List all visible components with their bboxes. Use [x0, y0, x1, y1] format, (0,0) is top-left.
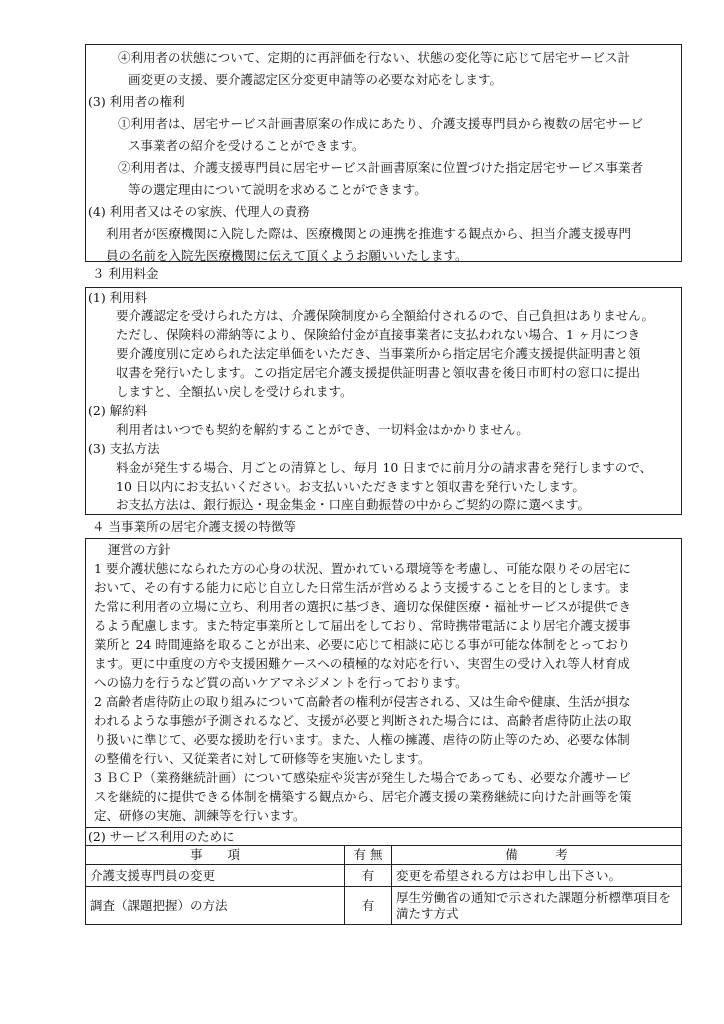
text-line: り扱いに準じて、必要な援助を行います。また、人権の擁護、虐待の防止等のため、必要な体制: [94, 732, 630, 747]
text-line: 利用者が医療機関に入院した際は、医療機関との連携を推進する観点から、担当介護支援専門: [106, 226, 632, 241]
header-availability: 有 無: [345, 846, 392, 865]
section-heading: ４ 当事業所の居宅介護支援の特徴等: [92, 519, 296, 534]
table-row: [86, 865, 682, 887]
text-line: 定、研修の実施、訓練等を行います。: [94, 808, 306, 823]
header-item: 事 項: [86, 846, 345, 865]
service-use-heading-box: [85, 827, 682, 846]
text-line: 等の選定理由について説明を求めることができます。: [128, 182, 427, 197]
text-line: しますと、全額払い戻しを受けられます。: [116, 384, 353, 399]
subsection-title: (1) 利用料: [88, 290, 148, 305]
subsection-title: 運営の方針: [108, 542, 171, 557]
text-line: るよう配慮します。また特定事業所として届出をしており、常時携帯電話により居宅介護支援事: [94, 618, 631, 633]
text-line: 員の名前を入院先医療機関に伝えて頂くようお願いいたします。: [106, 248, 468, 263]
text-line: スを継続的に提供できる体制を構築する観点から、居宅介護支援の業務継続に向けた計画等を策: [94, 789, 632, 804]
subsection-title: (4) 利用者又はその家族、代理人の責務: [88, 204, 310, 219]
text-line: 3 ＢＣＰ（業務継続計画）について感染症や災害が発生した場合であっても、必要な介護サービ: [94, 770, 631, 785]
text-line: おいて、その有する能力に応じ自立した日常生活が営めるよう支援することを目的とします。ま: [94, 580, 631, 595]
table-cell: 調査（課題把握）の方法: [86, 887, 345, 925]
table-cell: 厚生労働省の通知で示された課題分析標準項目を満たす方式: [392, 887, 682, 925]
service-table: [85, 845, 682, 925]
section-heading: ３ 利用料金: [92, 266, 159, 281]
table-header-row: [86, 846, 682, 865]
subsection-title: (3) 支払方法: [88, 441, 160, 456]
table-cell: 有: [345, 865, 392, 887]
text-line: ①利用者は、居宅サービス計画書原案の作成にあたり、介護支援専門員から複数の居宅サービ: [118, 116, 644, 131]
subsection-title: (2) 解約料: [88, 403, 148, 418]
text-line: 業所と 24 時間連絡を取ることが出来、必要に応じて相談に応じる事が可能な体制をとっており: [94, 637, 631, 652]
text-line: ス事業者の紹介を受けることができます。: [128, 138, 365, 153]
text-line: ます。更に中重度の方や支援困難ケースへの積極的な対応を行い、実習生の受け入れ等人材育成: [94, 656, 630, 671]
text-line: への協力を行うなど質の高いケアマネジメントを行っております。: [94, 675, 468, 690]
text-line: お支払方法は、銀行振込・現金集金・口座自動振替の中からご契約の際に選べます。: [116, 497, 591, 512]
subsection-title: (3) 利用者の権利: [88, 94, 185, 109]
subsection-title: (2) サービス利用のために: [88, 829, 235, 844]
text-line: 要介護度別に定められた法定単価をいただき、当事業所から指定居宅介護支援提供証明書と領: [116, 346, 641, 361]
text-line: の整備を行い、又従業者に対して研修等を実施いたします。: [94, 751, 431, 766]
text-line: 1 要介護状態になられた方の心身の状況、置かれている環境等を考慮し、可能な限りその居宅に: [94, 561, 631, 576]
user-rights-box: [85, 44, 682, 262]
policy-box: [85, 538, 682, 828]
text-line: 収書を発行いたします。この指定居宅介護支援提供証明書と領収書を後日市町村の窓口に提出: [116, 365, 641, 380]
text-line: 10 日以内にお支払いください。お支払いいただきますと領収書を発行いたします。: [116, 479, 585, 494]
text-line: ④利用者の状態について、定期的に再評価を行ない、状態の変化等に応じて居宅サービス計: [118, 50, 631, 65]
text-line: 要介護認定を受けられた方は、介護保険制度から全額給付されるので、自己負担はありません。: [116, 308, 655, 323]
text-line: 2 高齢者虐待防止の取り組みについて高齢者の権利が侵害される、又は生命や健康、生活が損な: [94, 694, 631, 709]
text-line: 利用者はいつでも契約を解約することができ、一切料金はかかりません。: [116, 422, 529, 437]
text-line: 料金が発生する場合、月ごとの清算とし、毎月 10 日までに前月分の請求書を発行しますので、: [116, 460, 653, 475]
header-remarks: 備 考: [392, 846, 682, 865]
text-line: ただし、保険料の滞納等により、保険給付金が直接事業者に支払われない場合、1 ヶ月につき: [116, 327, 641, 342]
text-line: ②利用者は、介護支援専門員に居宅サービス計画書原案に位置づけた指定居宅サービス事業者: [118, 160, 644, 175]
text-line: 画変更の支援、要介護認定区分変更申請等の必要な対応をします。: [128, 72, 503, 87]
table-row: [86, 887, 682, 925]
table-cell: 有: [345, 887, 392, 925]
table-cell: 変更を希望される方はお申し出下さい。: [392, 865, 682, 887]
fees-box: [85, 287, 682, 515]
table-cell: 介護支援専門員の変更: [86, 865, 345, 887]
text-line: われるような事態が予測されるなど、支援が必要と判断された場合には、高齢者虐待防止法の取: [94, 713, 632, 728]
text-line: た常に利用者の立場に立ち、利用者の選択に基づき、適切な保健医療・福祉サービスが提供でき: [94, 599, 632, 614]
